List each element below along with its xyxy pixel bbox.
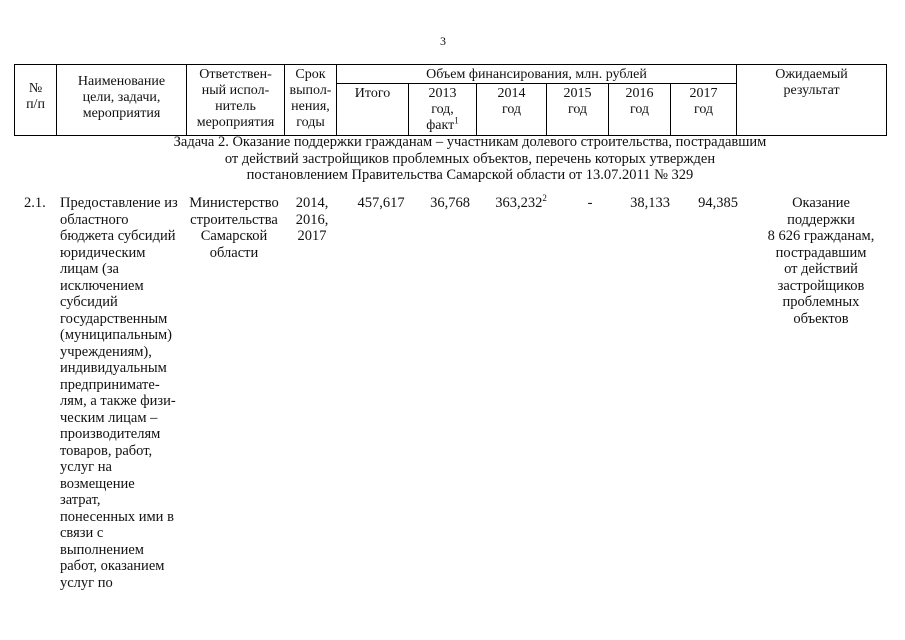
row-responsible: Министерство строительства Самарской области [189, 195, 279, 261]
row-total: 457,617 [357, 195, 405, 211]
header-num: № п/п [15, 65, 57, 136]
row-result: Оказание поддержки 8 626 гражданам, пострадавшим от действий застройщиков проблемных объектов [767, 195, 875, 327]
page-number: 3 [440, 34, 446, 48]
row-number: 2.1. [24, 195, 46, 211]
task-title: Задача 2. Оказание поддержки гражданам – участникам долевого строительства, пострадавшим от действий застройщиков проблемных объектов, перечень которых утвержден постановлением Правительства Самарской области от 13.07.2011 № 329 [173, 134, 767, 183]
header-2015: 2015 год [547, 84, 609, 136]
row-2017: 94,385 [698, 195, 738, 211]
footnote-1: 1 [454, 115, 459, 126]
header-2013-label: 2013 год, факт [426, 86, 457, 133]
header-responsible: Ответствен- ный испол- нитель мероприятия [187, 65, 285, 136]
row-name: Предоставление из областного бюджета субсидий юридическим лицам (за исключением субсидий государственным (муниципальным) учреждениям), индивидуальным предпринимате- лям, а также физи- ческим лицам – производителям товаров, работ, услуг на возмещение затрат, понесенных ими в связи с выполнением работ, оказанием услуг по [60, 195, 178, 591]
header-funding-group: Объем финансирования, млн. рублей [337, 65, 737, 84]
row-2013: 36,768 [430, 195, 470, 211]
row-2014-value: 363,232 [495, 195, 543, 211]
row-2014 [486, 195, 556, 212]
footnote-2: 2 [542, 193, 547, 204]
row-term: 2014, 2016, 2017 [295, 195, 329, 244]
header-2017: 2017 год [671, 84, 737, 136]
header-name: Наименование цели, задачи, мероприятия [57, 65, 187, 136]
header-total: Итого [337, 84, 409, 136]
header-result: Ожидаемый результат [737, 65, 887, 136]
header-term: Срок выпол- нения, годы [285, 65, 337, 136]
table-header [14, 64, 887, 136]
header-2013 [409, 84, 477, 136]
header-2016: 2016 год [609, 84, 671, 136]
row-2015: - [587, 195, 593, 211]
header-2014: 2014 год [477, 84, 547, 136]
row-2016: 38,133 [630, 195, 670, 211]
